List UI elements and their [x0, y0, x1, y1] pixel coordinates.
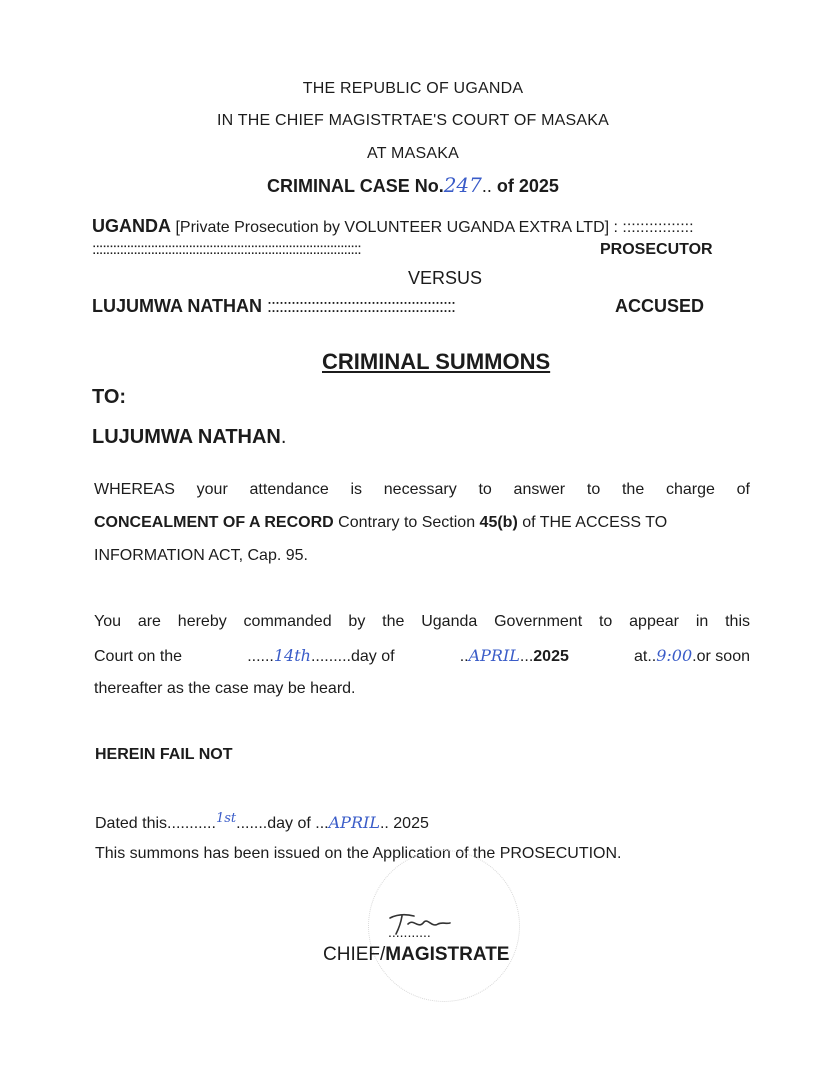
versus-label: VERSUS [408, 268, 483, 288]
whereas-line-2 [94, 514, 750, 532]
dated-dots-c: ... [315, 815, 329, 832]
time-dots-b: . [692, 648, 697, 665]
accused-label: ACCUSED [614, 296, 704, 316]
command-line-1: You are hereby commanded by the Uganda Government to appear in this [94, 613, 750, 630]
time-handwritten: 9:00 [656, 646, 693, 665]
command-line-2 [94, 646, 750, 666]
court-heading: IN THE CHIEF MAGISTRTAE'S COURT OF MASAKA [216, 112, 610, 129]
month-handwritten: APRIL [468, 646, 520, 665]
dated-day-handwritten: 1st [215, 811, 237, 826]
dated-line [95, 813, 429, 833]
month-dots-b: ... [519, 648, 534, 665]
signatory-title [323, 944, 509, 966]
prosecution-line [92, 216, 694, 237]
court-on-the: Court on the [94, 648, 183, 665]
dated-month-handwritten: APRIL [328, 813, 380, 832]
case-number-year: of 2025 [491, 176, 559, 196]
accused-dots: ::::::::::::::::::::::::::::::::::::::::::::::: [266, 296, 456, 316]
recipient-name-line [92, 426, 286, 449]
issued-line: This summons has been issued on the Application of the PROSECUTION. [95, 845, 622, 862]
prosecutor-label: PROSECUTOR [600, 241, 713, 258]
month-field [460, 646, 569, 666]
location-heading: AT MASAKA [367, 145, 459, 162]
to-label: TO: [92, 386, 127, 408]
contrary-text: Contrary to Section [333, 514, 480, 531]
signatory-magistrate: MAGISTRATE [385, 944, 510, 965]
prosecutor-dots: :::::::::::::::::::::::::::::::::::::::::::::::::::::::::::::::::::::::::::::: [92, 241, 361, 258]
month-dots-a: .. [459, 648, 469, 665]
accused-name: LUJUMWA NATHAN [92, 296, 267, 316]
command-line-3: thereafter as the case may be heard. [94, 680, 356, 697]
recipient-period: . [280, 426, 287, 448]
whereas-line-3: INFORMATION ACT, Cap. 95. [94, 547, 308, 564]
case-number-line [0, 173, 826, 197]
dated-year: 2025 [388, 815, 429, 832]
or-soon-text: or soon [696, 648, 750, 665]
document-title: CRIMINAL SUMMONS [322, 349, 551, 374]
private-prosecution-text: [Private Prosecution by VOLUNTEER UGANDA EXTRA LTD] : :::::::::::::::: [171, 219, 694, 236]
dated-dots-a: ........... [167, 815, 216, 832]
dated-day-of: day of [267, 815, 316, 832]
time-field [634, 646, 750, 666]
accused-line [92, 296, 704, 317]
whereas-line-1: WHEREAS your attendance is necessary to answer to the charge of [94, 481, 750, 498]
prosecutor-line [92, 241, 732, 259]
republic-heading: THE REPUBLIC OF UGANDA [302, 80, 524, 97]
time-dots: .. [647, 648, 657, 665]
dated-this: Dated this [95, 815, 168, 832]
dated-dots-b: ....... [236, 815, 268, 832]
day-field [247, 646, 394, 666]
case-number-handwritten: 247 [443, 173, 482, 197]
uganda-label: UGANDA [92, 216, 171, 236]
appearance-year: 2025 [533, 648, 569, 665]
signatory-prefix: CHIEF/ [323, 944, 386, 965]
signature-dots: ........... [388, 924, 431, 940]
day-dots-b: ......... [310, 648, 351, 665]
day-of-text: day of [350, 648, 395, 665]
case-number-prefix: CRIMINAL CASE No. [267, 176, 444, 196]
day-handwritten: 14th [273, 646, 311, 665]
day-dots-a: ...... [247, 648, 274, 665]
dated-dots-d: .. [379, 815, 389, 832]
at-text: at [634, 648, 648, 665]
section-number: 45(b) [479, 514, 518, 531]
recipient-name: LUJUMWA NATHAN [92, 426, 281, 448]
charge-name: CONCEALMENT OF A RECORD [94, 514, 334, 531]
herein-fail-not: HEREIN FAIL NOT [95, 746, 233, 763]
act-name-part: of THE ACCESS TO [517, 514, 668, 531]
case-number-dots: .. [481, 176, 492, 196]
